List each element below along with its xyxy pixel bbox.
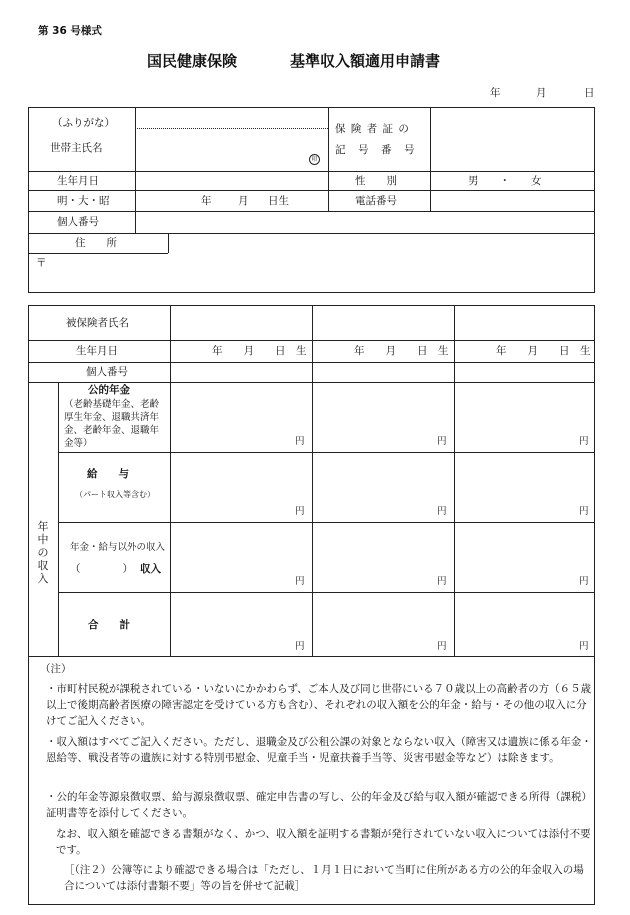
annual-income-label: 年中の収入 xyxy=(37,520,49,585)
other-income-suffix: 収入 xyxy=(140,563,161,575)
postal-mark: 〒 xyxy=(36,257,47,269)
birth-month-unit: 月 xyxy=(238,195,249,207)
yen-total-2: 円 xyxy=(437,641,447,652)
address-label: 住 所 xyxy=(75,237,117,249)
birth-day-unit: 日生 xyxy=(268,195,289,207)
insured-birth-label: 生年月日 xyxy=(76,345,118,357)
note-item-5: ［（注２）公簿等により確認できる場合は「ただし、１月１日において当町に住所がある方の公的年金収入の場合については添付書類不要」等の旨を併せて記載］ xyxy=(64,864,584,892)
other-income-line1: 年金・給与以外の収入 xyxy=(70,542,166,553)
salary-desc: （パート収入等含む） xyxy=(75,490,155,499)
cert-label-line2: 記 号 番 号 xyxy=(335,144,416,156)
total-label: 合 計 xyxy=(88,619,130,631)
salary-title: 給 与 xyxy=(87,468,129,480)
other-income-paren: （ ） xyxy=(70,563,133,575)
insured-birth-col-2: 年 月 日 生 xyxy=(354,345,449,357)
seal-mark: 印 xyxy=(309,154,320,165)
date-day: 日 xyxy=(584,87,595,99)
yen-pension-3: 円 xyxy=(579,436,589,447)
head-name-label: 世帯主氏名 xyxy=(50,142,103,154)
yen-salary-1: 円 xyxy=(295,506,305,517)
form-title-right: 基準収入額適用申請書 xyxy=(290,52,441,70)
phone-label: 電話番号 xyxy=(355,195,397,207)
note-item-1: ・市町村民税が課税されている・いないにかかわらず、ご本人及び同じ世帯にいる７０歳以上の高齢者の方（６５歳以上で後期高齢者医療の障害認定を受けている方も含む）、それぞれの収入額を公的年金・給与・その他の収入に分けてご記入ください。 xyxy=(46,683,592,727)
yen-other-3: 円 xyxy=(579,576,589,587)
date-year: 年 xyxy=(490,87,501,99)
cert-number-field[interactable] xyxy=(431,108,594,170)
note-item-2: ・収入額はすべてご記入ください。ただし、退職金及び公租公課の対象とならない収入（障害又は遺族に係る年金・恩給等、戦没者等の遺族に対する特別弔慰金、児童手当・児童扶養手当等、災害弔慰金等など）は除きます。 xyxy=(46,736,592,764)
pension-desc: （老齢基礎年金、老齢厚生年金、退職共済年金、老齢年金、退職年金等） xyxy=(64,399,160,449)
insured-name-field-1[interactable] xyxy=(171,306,311,339)
address-field[interactable] xyxy=(50,255,590,289)
pension-title: 公的年金 xyxy=(88,384,130,396)
yen-other-2: 円 xyxy=(437,576,447,587)
sex-options[interactable]: 男 ・ 女 xyxy=(468,175,542,187)
form-title-left: 国民健康保険 xyxy=(147,52,238,70)
personal-no-field[interactable] xyxy=(136,212,594,232)
insured-birth-col-3: 年 月 日 生 xyxy=(496,345,591,357)
birth-year-unit: 年 xyxy=(201,195,212,207)
era-label: 明・大・昭 xyxy=(57,195,110,207)
cert-label-line1: 保 険 者 証 の xyxy=(335,123,410,135)
yen-pension-2: 円 xyxy=(437,436,447,447)
insured-name-field-2[interactable] xyxy=(313,306,453,339)
personal-no-label: 個人番号 xyxy=(57,216,99,228)
yen-other-1: 円 xyxy=(295,576,305,587)
insured-name-label: 被保険者氏名 xyxy=(66,317,129,329)
phone-field[interactable] xyxy=(431,191,594,210)
insured-personal-no-label: 個人番号 xyxy=(86,366,128,378)
yen-salary-2: 円 xyxy=(437,506,447,517)
yen-salary-3: 円 xyxy=(579,506,589,517)
furigana-field[interactable] xyxy=(136,109,327,127)
yen-pension-1: 円 xyxy=(295,436,305,447)
form-number: 第 36 号様式 xyxy=(38,25,102,37)
note-item-4: なお、収入額を確認できる書類がなく、かつ、収入額を証明する書類が発行されていない収入については添付不要です。 xyxy=(56,828,591,856)
birth-label: 生年月日 xyxy=(57,175,99,187)
note-item-3: ・公的年金等源泉徴収票、給与源泉徴収票、確定申告書の写し、公的年金及び給与収入額が確認できる所得（課税）証明書等を添付してください。 xyxy=(46,791,592,819)
notes-header: （注） xyxy=(40,663,72,675)
yen-total-1: 円 xyxy=(295,641,305,652)
date-month: 月 xyxy=(536,87,547,99)
yen-total-3: 円 xyxy=(579,641,589,652)
insured-name-field-3[interactable] xyxy=(455,306,594,339)
head-name-field[interactable] xyxy=(136,130,306,170)
sex-label: 性 別 xyxy=(355,175,397,187)
furigana-label: （ふりがな） xyxy=(52,117,115,129)
insured-birth-col-1: 年 月 日 生 xyxy=(212,345,307,357)
